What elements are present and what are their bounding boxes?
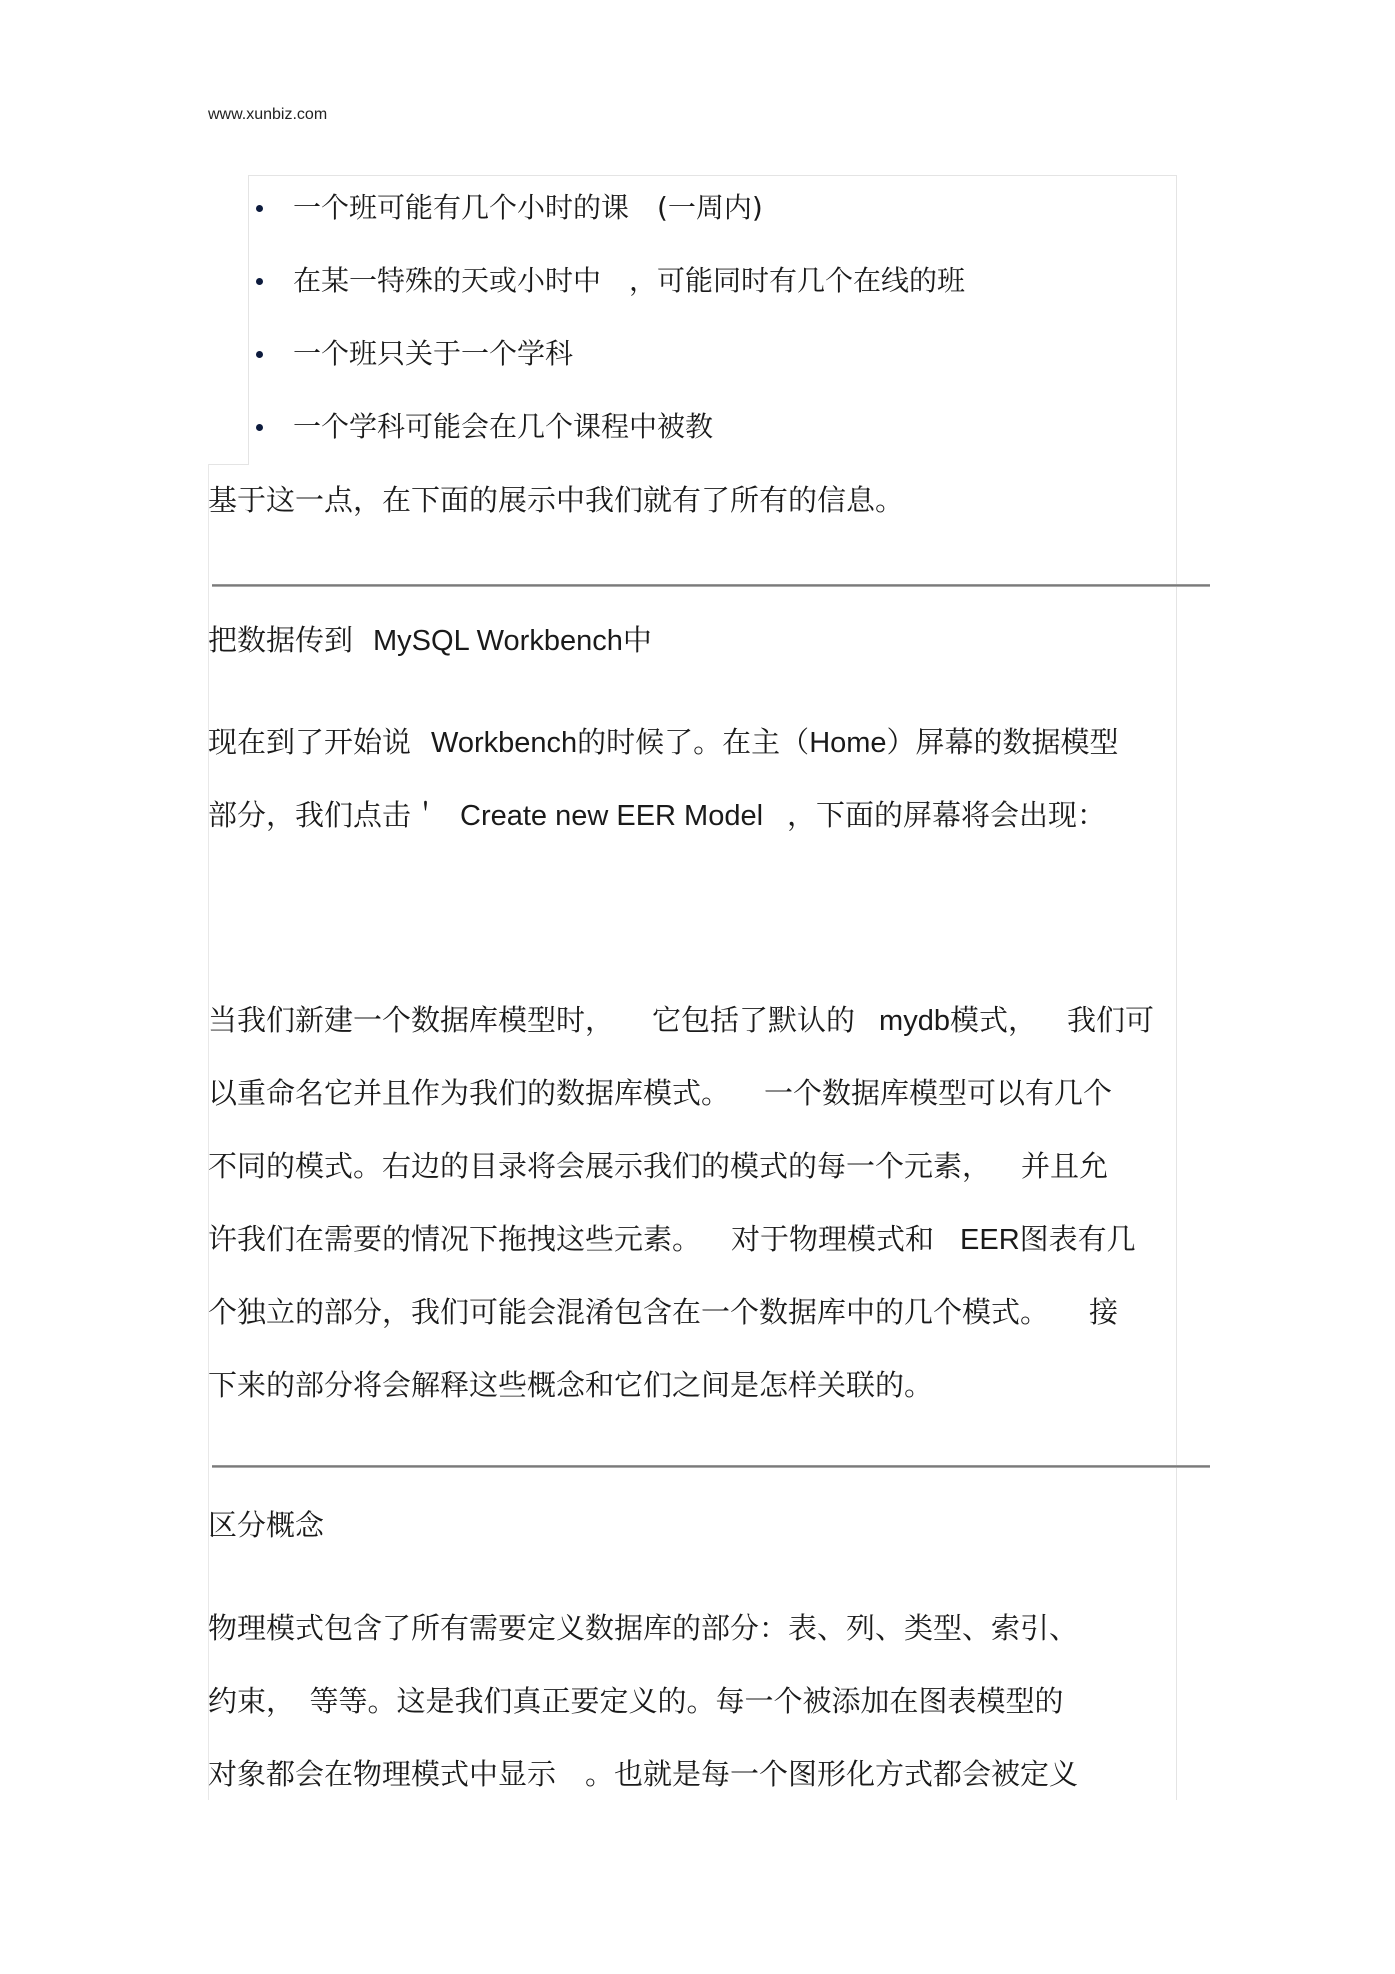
- horizontal-rule: [212, 584, 1210, 587]
- text-run: 不同的模式。右边的目录将会展示我们的模式的每一个元素，: [208, 1149, 992, 1183]
- paragraph-line: [208, 722, 1119, 762]
- list-item-text: 在某一特殊的天或小时中 ，可能同时有几个在线的班: [293, 264, 966, 297]
- header-url: www.xunbiz.com: [208, 106, 328, 123]
- text-run: 图表有几: [1019, 1222, 1136, 1256]
- text-run: 下来的部分将会解释这些概念和它们之间是怎样关联的。: [208, 1368, 934, 1402]
- intro-paragraph: 基于这一点，在下面的展示中我们就有了所有的信息。: [208, 483, 905, 517]
- paragraph-line: [208, 1365, 933, 1405]
- paragraph-line: 物理模式包含了所有需要定义数据库的部分：表、列、类型、索引、: [208, 1611, 1079, 1645]
- text-run: 许我们在需要的情况下拖拽这些元素。: [208, 1222, 702, 1256]
- list-item-text: 一个班可能有几个小时的课 (一周内): [293, 191, 763, 224]
- paragraph-line: 约束， 等等。这是我们真正要定义的。每一个被添加在图表模型的: [208, 1684, 1064, 1718]
- text-run: 模式，: [949, 1003, 1037, 1037]
- text-run: 个独立的部分，我们可能会混淆包含在一个数据库中的几个模式。: [208, 1295, 1050, 1329]
- text-run: 现在到了开始说: [208, 725, 412, 759]
- text-run: Home: [809, 727, 887, 759]
- text-run: 对于物理模式和: [731, 1222, 935, 1256]
- text-run: Create new EER Model: [460, 800, 764, 832]
- heading-suffix: 中: [622, 623, 652, 657]
- bullet-dot-icon: [256, 351, 263, 358]
- page-frame-right: [1176, 175, 1177, 1800]
- bullet-dot-icon: [256, 424, 263, 431]
- paragraph-line: [208, 1219, 1136, 1259]
- paragraph-line: 对象都会在物理模式中显示 。也就是每一个图形化方式都会被定义: [208, 1757, 1079, 1791]
- text-run: ，下面的屏幕将会出现：: [787, 798, 1107, 832]
- text-run: 接: [1089, 1295, 1119, 1329]
- bullet-dot-icon: [256, 205, 263, 212]
- text-run: 以重命名它并且作为我们的数据库模式。: [208, 1076, 731, 1110]
- section-heading-mysql-workbench: [208, 620, 652, 660]
- heading-product: MySQL Workbench: [373, 625, 623, 657]
- section-heading-concepts: 区分概念: [208, 1508, 325, 1542]
- paragraph-line: [208, 1292, 1118, 1332]
- list-item-text: 一个学科可能会在几个课程中被教: [293, 410, 714, 443]
- text-run: 我们可: [1066, 1003, 1154, 1037]
- text-run: ）屏幕的数据模型: [886, 725, 1119, 759]
- list-item-text: 一个班只关于一个学科: [293, 337, 574, 370]
- text-run: Workbench: [431, 727, 578, 759]
- text-run: 部分，我们点击＇: [208, 798, 441, 832]
- paragraph-line: [208, 1000, 1154, 1040]
- bullet-dot-icon: [256, 278, 263, 285]
- page-frame-left-inner-foot: [208, 464, 248, 465]
- text-run: 并且允: [1021, 1149, 1109, 1183]
- horizontal-rule: [212, 1465, 1210, 1468]
- paragraph-line: [208, 1146, 1108, 1186]
- text-run: 当我们新建一个数据库模型时，: [208, 1003, 615, 1037]
- heading-prefix: 把数据传到: [208, 623, 354, 657]
- page-frame-top: [248, 175, 1176, 176]
- text-run: 一个数据库模型可以有几个: [764, 1076, 1113, 1110]
- text-run: 它包括了默认的: [652, 1003, 856, 1037]
- text-run: mydb: [879, 1005, 950, 1037]
- page-frame-left: [208, 464, 209, 1800]
- text-run: EER: [960, 1224, 1020, 1256]
- page-frame-left-inner: [248, 175, 249, 465]
- text-run: 的时候了。在主（: [577, 725, 810, 759]
- paragraph-line: [208, 1073, 1112, 1113]
- paragraph-line: [208, 795, 1106, 835]
